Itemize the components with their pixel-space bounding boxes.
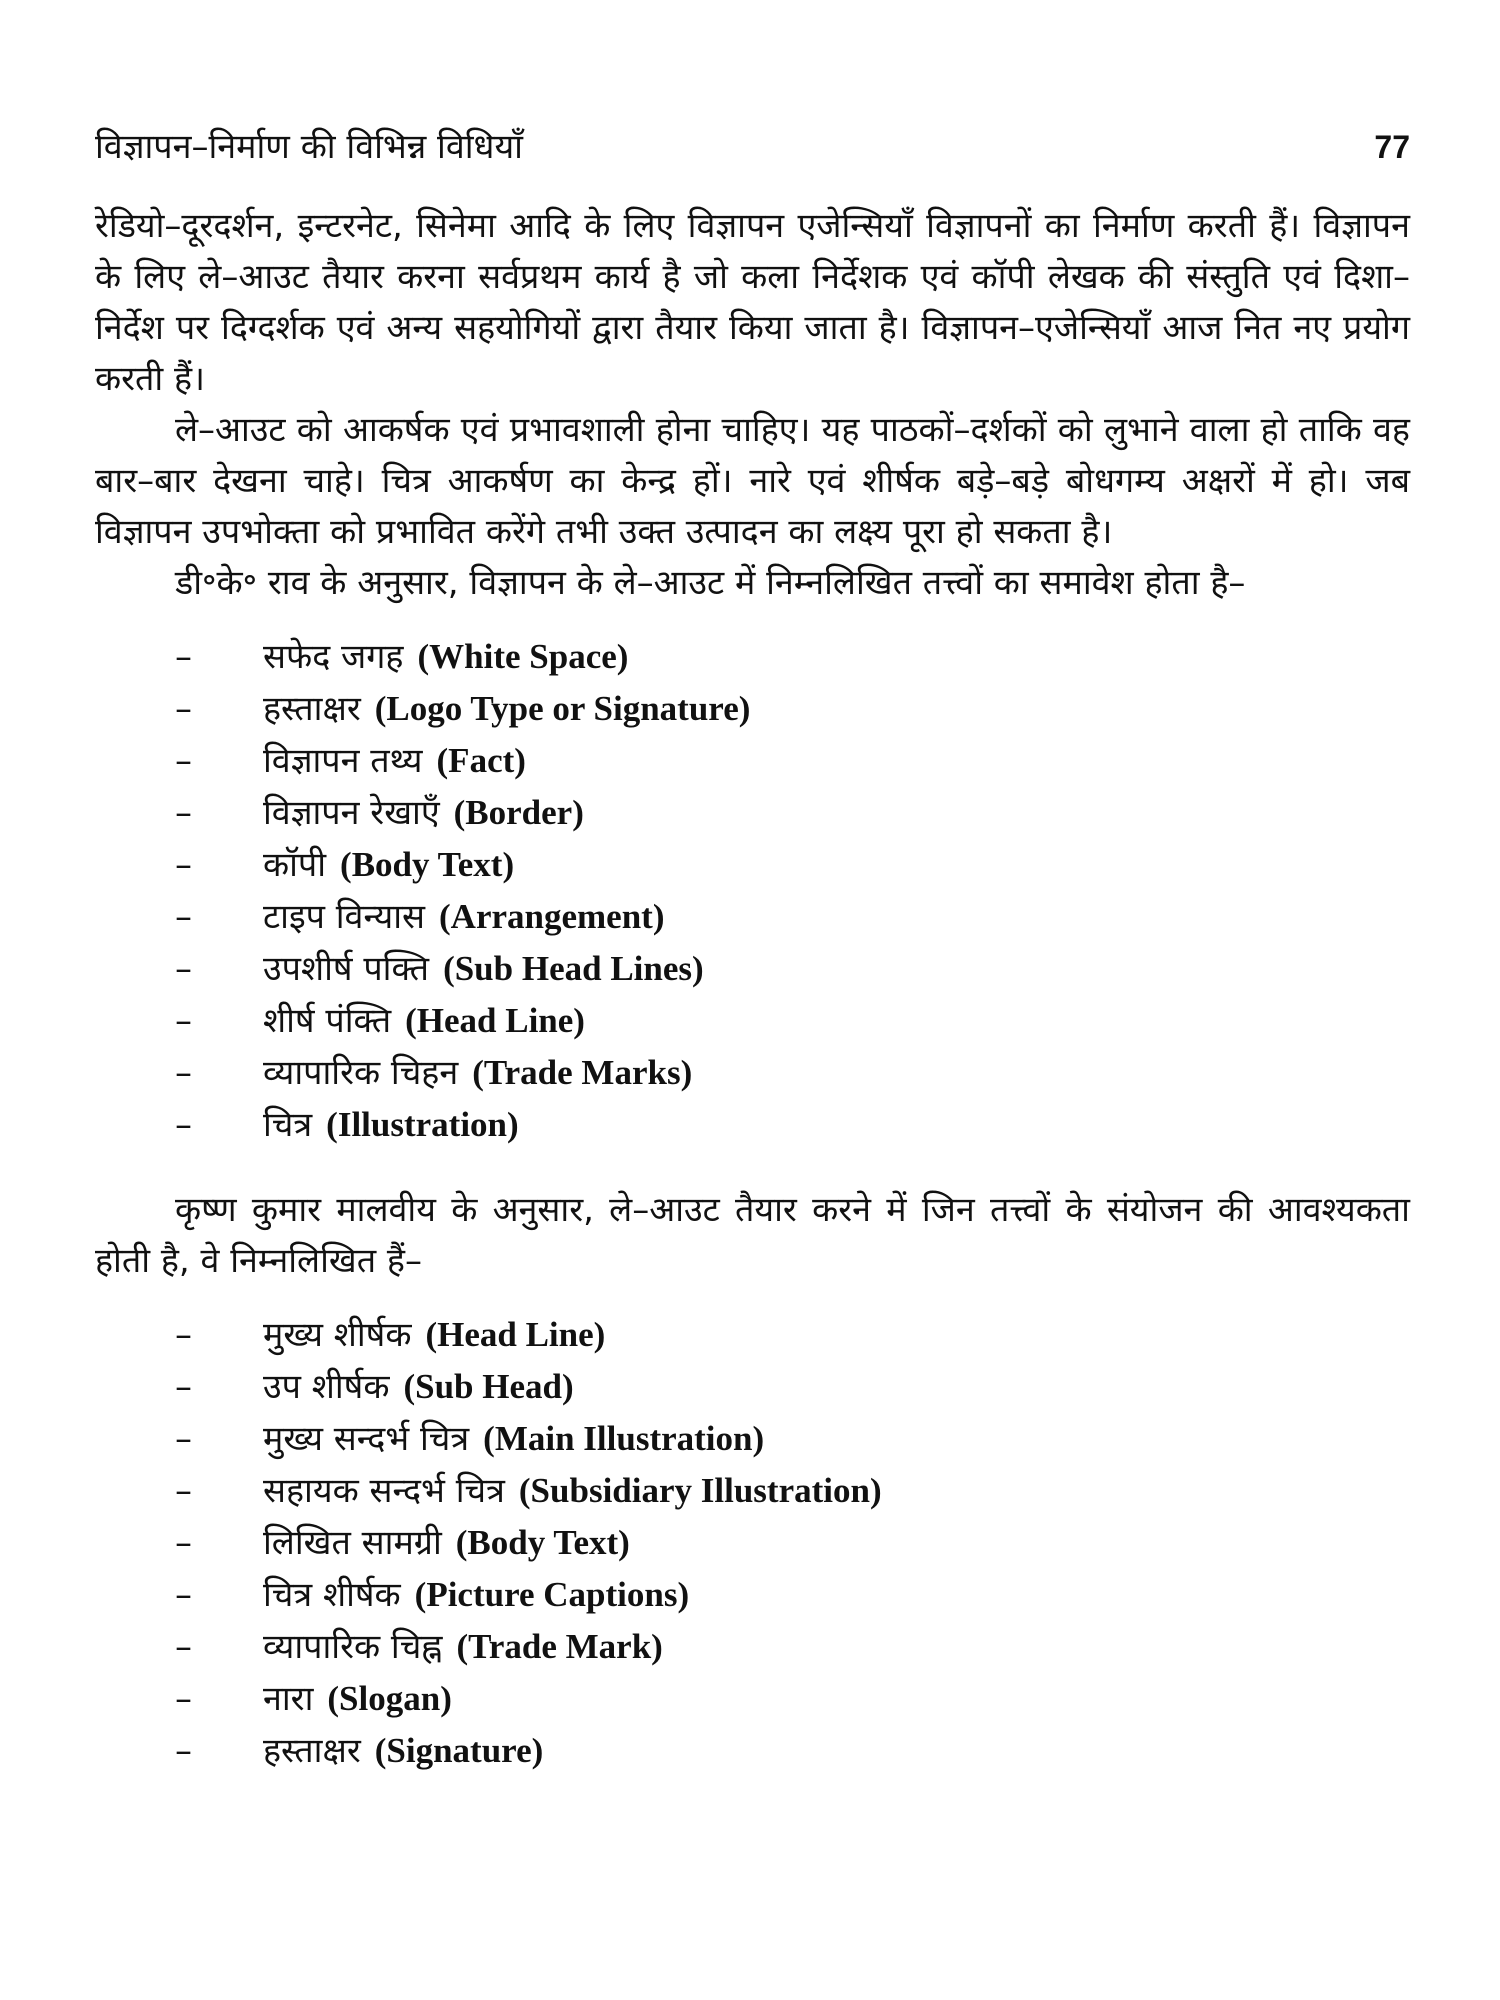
list-item-english: (Arrangement) xyxy=(439,897,665,936)
list-item-english: (Body Text) xyxy=(455,1523,630,1562)
list-item-english: (Trade Marks) xyxy=(472,1053,693,1092)
dash-bullet: – xyxy=(175,1315,192,1355)
list-item-english: (Main Illustration) xyxy=(483,1419,765,1458)
list-item-hindi: कॉपी xyxy=(263,845,327,885)
list-item xyxy=(95,631,1410,683)
list-item-hindi: विज्ञापन रेखाएँ xyxy=(263,793,440,833)
list-item-hindi: मुख्य सन्दर्भ चित्र xyxy=(263,1419,470,1459)
list-item xyxy=(95,1517,1410,1569)
dash-bullet: – xyxy=(175,1367,192,1407)
list-item-english: (Trade Mark) xyxy=(456,1627,663,1666)
list-item-english: (Illustration) xyxy=(326,1105,519,1144)
dash-bullet: – xyxy=(175,1053,192,1093)
dash-bullet: – xyxy=(175,949,192,989)
dash-bullet: – xyxy=(175,1001,192,1041)
list-item-english: (Subsidiary Illustration) xyxy=(518,1471,882,1510)
dash-bullet: – xyxy=(175,741,192,781)
list-item-english: (Sub Head Lines) xyxy=(443,949,704,988)
list-item xyxy=(95,1465,1410,1517)
list-item-hindi: शीर्ष पंक्ति xyxy=(263,1001,392,1041)
list-item-hindi: उपशीर्ष पक्ति xyxy=(263,949,430,989)
list-item-english: (Sub Head) xyxy=(403,1367,574,1406)
list-item-english: (White Space) xyxy=(417,637,629,676)
list-item-hindi: विज्ञापन तथ्य xyxy=(263,741,423,781)
dash-bullet: – xyxy=(175,1105,192,1145)
list-item-hindi: सफेद जगह xyxy=(263,637,404,677)
list-item-hindi: व्यापारिक चिह्न xyxy=(263,1627,443,1667)
list-item-hindi: लिखित सामग्री xyxy=(263,1523,442,1563)
list-item-hindi: व्यापारिक चिहन xyxy=(263,1053,459,1093)
dash-bullet: – xyxy=(175,689,192,729)
list-item xyxy=(95,1569,1410,1621)
dash-bullet: – xyxy=(175,1419,192,1459)
list-item xyxy=(95,1047,1410,1099)
dash-bullet: – xyxy=(175,1679,192,1719)
paragraph-2: ले–आउट को आकर्षक एवं प्रभावशाली होना चाहिए। यह पाठकों–दर्शकों को लुभाने वाला हो ताकि वह बार–बार देखना चाहे। चित्र आकर्षण का केन्द्र हों। नारे एवं शीर्षक बड़े–बड़े बोधगम्य अक्षरों में हो। जब विज्ञापन उपभोक्ता को प्रभावित करेंगे तभी उक्त उत्पादन का लक्ष्य पूरा हो सकता है। xyxy=(95,410,1410,552)
list-item xyxy=(95,683,1410,735)
list-item xyxy=(95,787,1410,839)
paragraph-3: डी॰के॰ राव के अनुसार, विज्ञापन के ले–आउट में निम्नलिखित तत्त्वों का समावेश होता है– xyxy=(175,563,1246,603)
page-header xyxy=(95,125,1410,181)
list-item xyxy=(95,1725,1410,1777)
list-item-english: (Head Line) xyxy=(405,1001,585,1040)
list-item-hindi: मुख्य शीर्षक xyxy=(263,1315,412,1355)
list-item-english: (Logo Type or Signature) xyxy=(374,689,751,728)
list-item-english: (Slogan) xyxy=(327,1679,452,1718)
layout-elements-list-rao xyxy=(95,631,1410,1151)
list-item-hindi: सहायक सन्दर्भ चित्र xyxy=(263,1471,505,1511)
list-item xyxy=(95,891,1410,943)
layout-elements-list-malviya xyxy=(95,1309,1410,1777)
dash-bullet: – xyxy=(175,637,192,677)
list-item xyxy=(95,735,1410,787)
list-item-english: (Signature) xyxy=(374,1731,544,1770)
dash-bullet: – xyxy=(175,1627,192,1667)
list-item xyxy=(95,1099,1410,1151)
list-item-hindi: हस्ताक्षर xyxy=(263,689,361,729)
dash-bullet: – xyxy=(175,1575,192,1615)
list-item xyxy=(95,839,1410,891)
dash-bullet: – xyxy=(175,897,192,937)
list-item-english: (Border) xyxy=(453,793,584,832)
list-item xyxy=(95,1673,1410,1725)
running-head: विज्ञापन–निर्माण की विभिन्न विधियाँ xyxy=(95,127,523,167)
book-page xyxy=(95,125,1410,1777)
dash-bullet: – xyxy=(175,1471,192,1511)
list-item xyxy=(95,1621,1410,1673)
list-item-english: (Body Text) xyxy=(340,845,515,884)
list-item xyxy=(95,943,1410,995)
dash-bullet: – xyxy=(175,1731,192,1771)
dash-bullet: – xyxy=(175,793,192,833)
dash-bullet: – xyxy=(175,845,192,885)
paragraph-1: रेडियो–दूरदर्शन, इन्टरनेट, सिनेमा आदि के लिए विज्ञापन एजेन्सियाँ विज्ञापनों का निर्माण करती हैं। विज्ञापन के लिए ले–आउट तैयार करना सर्वप्रथम कार्य है जो कला निर्देशक एवं कॉपी लेखक की संस्तुति एवं दिशा–निर्देश पर दिग्दर्शक एवं अन्य सहयोगियों द्वारा तैयार किया जाता है। विज्ञापन–एजेन्सियाँ आज नित नए प्रयोग करती हैं। xyxy=(95,206,1410,399)
paragraph-4: कृष्ण कुमार मालवीय के अनुसार, ले–आउट तैयार करने में जिन तत्त्वों के संयोजन की आवश्यकता होती है, वे निम्नलिखित हैं– xyxy=(95,1190,1410,1281)
list-item-hindi: चित्र xyxy=(263,1105,313,1145)
list-item-english: (Head Line) xyxy=(425,1315,606,1354)
list-item-english: (Picture Captions) xyxy=(414,1575,690,1614)
list-item-hindi: उप शीर्षक xyxy=(263,1367,390,1407)
list-item xyxy=(95,1309,1410,1361)
list-item xyxy=(95,1413,1410,1465)
list-item-hindi: नारा xyxy=(263,1679,314,1719)
dash-bullet: – xyxy=(175,1523,192,1563)
list-item-hindi: टाइप विन्यास xyxy=(263,897,426,937)
list-item xyxy=(95,995,1410,1047)
list-item-hindi: चित्र शीर्षक xyxy=(263,1575,401,1615)
page-number: 77 xyxy=(1374,129,1410,165)
list-item-english: (Fact) xyxy=(436,741,526,780)
list-item-hindi: हस्ताक्षर xyxy=(263,1731,361,1771)
list-item xyxy=(95,1361,1410,1413)
